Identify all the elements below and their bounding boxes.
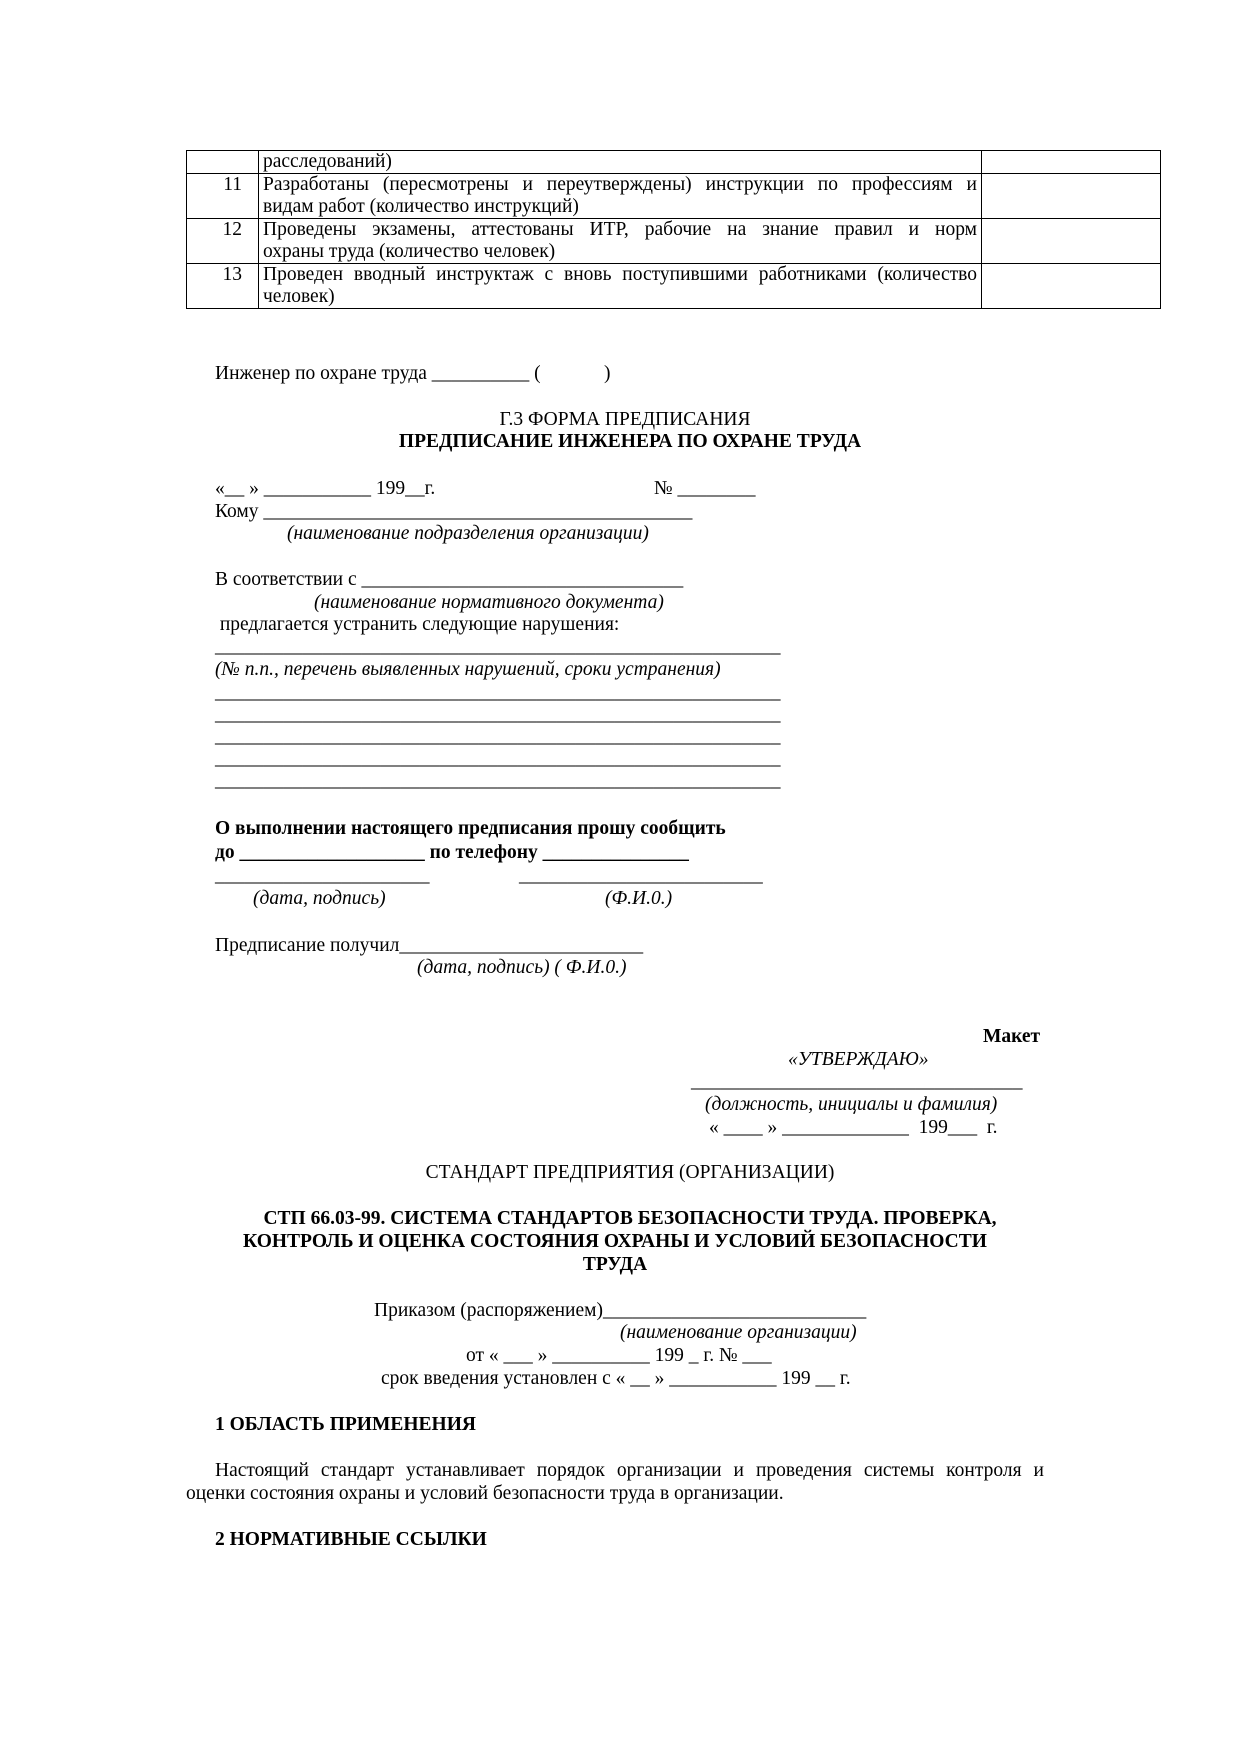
row-text bbox=[259, 174, 982, 219]
order-hint: (наименование организации) bbox=[620, 1322, 857, 1343]
inspection-table bbox=[186, 150, 1161, 309]
blank-line: __________________________________________________________ bbox=[215, 636, 781, 657]
order-date: от « ___ » __________ 199 _ г. № ___ bbox=[466, 1345, 772, 1366]
section1-text-line1: Настоящий стандарт устанавливает порядок организации и проведения системы контроля и bbox=[215, 1460, 1044, 1481]
row-value-cell bbox=[982, 264, 1161, 309]
maket-label: Макет bbox=[983, 1026, 1041, 1047]
intro-date: срок введения установлен с « __ » ___________ 199 __ г. bbox=[381, 1368, 851, 1389]
form-heading: Г.3 ФОРМА ПРЕДПИСАНИЯ bbox=[499, 409, 751, 430]
accordance-line: В соответствии с _________________________________ bbox=[215, 569, 684, 590]
report-request-line1: О выполнении настоящего предписания прошу сообщить bbox=[215, 818, 726, 839]
standard-title-line2: КОНТРОЛЬ И ОЦЕНКА СОСТОЯНИЯ ОХРАНЫ И УСЛОВИЙ БЕЗОПАСНОСТИ bbox=[243, 1231, 987, 1252]
table-row bbox=[187, 151, 1161, 174]
row-value-cell bbox=[982, 219, 1161, 264]
section1-title: 1 ОБЛАСТЬ ПРИМЕНЕНИЯ bbox=[215, 1414, 476, 1435]
blank-line: __________________________________________________________ bbox=[215, 770, 781, 791]
row-text-line1: Разработаны (пересмотрены и переутверждены) инструкции по профессиям и bbox=[263, 174, 977, 195]
row-text-line1: Проведен вводный инструктаж с вновь поступившими работниками (количество bbox=[263, 264, 977, 285]
date-line: «__ » ___________ 199__г. bbox=[215, 478, 436, 499]
sign-blank-left: ______________________ bbox=[215, 865, 430, 886]
row-text bbox=[259, 264, 982, 309]
received-hint: (дата, подпись) ( Ф.И.0.) bbox=[417, 957, 627, 978]
to-line: Кому ____________________________________________ bbox=[215, 501, 693, 522]
row-text bbox=[259, 219, 982, 264]
blank-line: __________________________________________________________ bbox=[215, 726, 781, 747]
approve-hint: (должность, инициалы и фамилия) bbox=[705, 1094, 998, 1115]
row-number: 12 bbox=[187, 219, 259, 264]
section2-title: 2 НОРМАТИВНЫЕ ССЫЛКИ bbox=[215, 1529, 487, 1550]
blank-line: __________________________________________________________ bbox=[215, 748, 781, 769]
section1-text-line2: оценки состояния охраны и условий безопасности труда в организации. bbox=[186, 1483, 784, 1504]
table-row bbox=[187, 219, 1161, 264]
proposed-line: предлагается устранить следующие нарушения: bbox=[215, 614, 620, 635]
violations-hint: (№ п.п., перечень выявленных нарушений, сроки устранения) bbox=[215, 659, 721, 680]
sign-hint-right: (Ф.И.0.) bbox=[605, 888, 673, 909]
row-text: расследований) bbox=[259, 151, 982, 174]
row-value-cell bbox=[982, 174, 1161, 219]
order-line: Приказом (распоряжением)___________________________ bbox=[374, 1300, 867, 1321]
blank-line: __________________________________________________________ bbox=[215, 682, 781, 703]
approve-label: «УТВЕРЖДАЮ» bbox=[788, 1049, 929, 1070]
row-value-cell bbox=[982, 151, 1161, 174]
row-text-line2: видам работ (количество инструкций) bbox=[263, 196, 579, 217]
received-line: Предписание получил_________________________ bbox=[215, 935, 644, 956]
standard-heading: СТАНДАРТ ПРЕДПРИЯТИЯ (ОРГАНИЗАЦИИ) bbox=[425, 1162, 835, 1183]
table-row bbox=[187, 174, 1161, 219]
standard-title-line3: ТРУДА bbox=[582, 1254, 648, 1275]
approve-date: « ____ » _____________ 199___ г. bbox=[709, 1117, 998, 1138]
row-text-line2: человек) bbox=[263, 286, 335, 307]
to-hint: (наименование подразделения организации) bbox=[287, 523, 649, 544]
accordance-hint: (наименование нормативного документа) bbox=[314, 592, 664, 613]
row-number bbox=[187, 151, 259, 174]
number-line: № ________ bbox=[654, 478, 756, 499]
row-text-line2: охраны труда (количество человек) bbox=[263, 241, 556, 262]
row-number: 11 bbox=[187, 174, 259, 219]
sign-blank-right: _________________________ bbox=[519, 865, 763, 886]
blank-line: __________________________________________________________ bbox=[215, 704, 781, 725]
engineer-signature-line: Инженер по охране труда __________ ( ) bbox=[215, 363, 611, 384]
sign-hint-left: (дата, подпись) bbox=[253, 888, 386, 909]
standard-title-line1: СТП 66.03-99. СИСТЕМА СТАНДАРТОВ БЕЗОПАСНОСТИ ТРУДА. ПРОВЕРКА, bbox=[263, 1208, 997, 1229]
form-title: ПРЕДПИСАНИЕ ИНЖЕНЕРА ПО ОХРАНЕ ТРУДА bbox=[398, 431, 862, 452]
table-row bbox=[187, 264, 1161, 309]
row-text-line1: Проведены экзамены, аттестованы ИТР, рабочие на знание правил и норм bbox=[263, 219, 977, 240]
report-request-line2: до ___________________ по телефону _______________ bbox=[215, 842, 689, 863]
row-number: 13 bbox=[187, 264, 259, 309]
approve-blank: __________________________________ bbox=[691, 1071, 1023, 1092]
